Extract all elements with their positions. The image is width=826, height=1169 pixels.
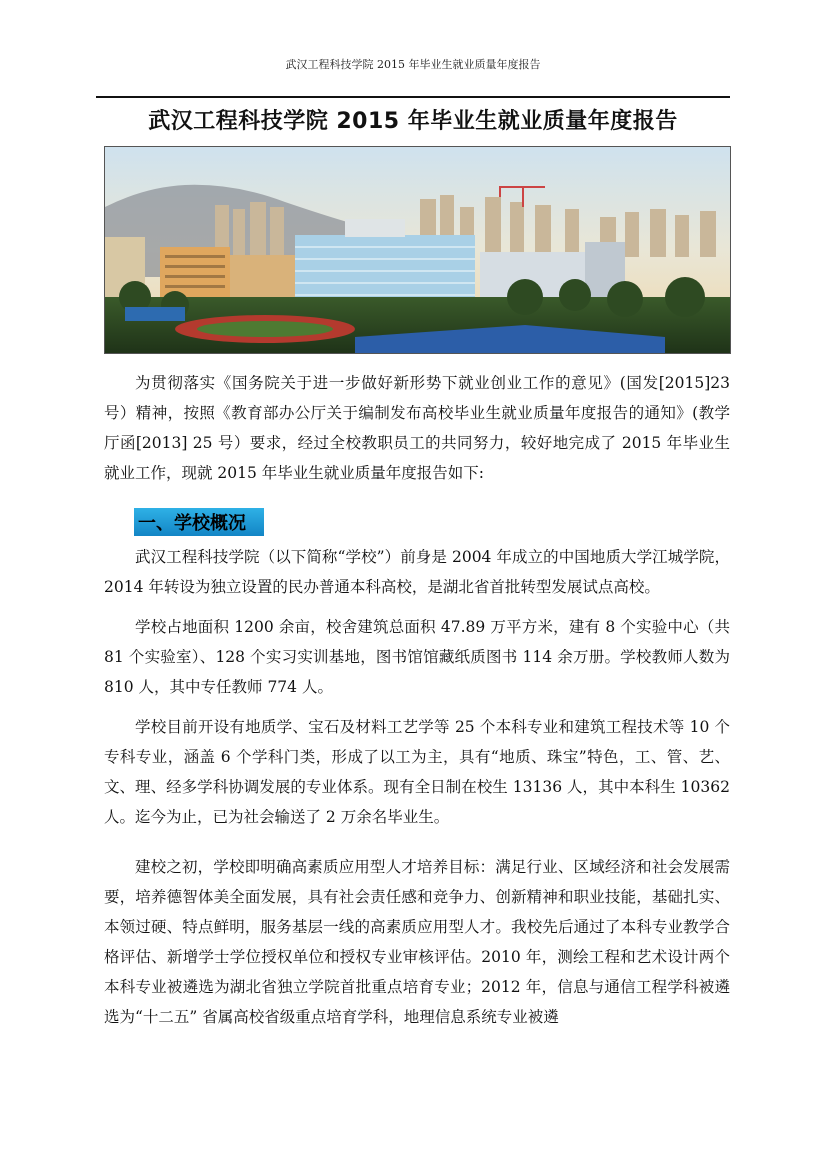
paragraph-facilities: 学校占地面积 1200 余亩，校舍建筑总面积 47.89 万平方米，建有 8 个实验中心（共 81 个实验室）、128 个实习实训基地，图书馆馆藏纸质图书 114 余万册。学校教师人数为 810 人，其中专任教师 774 人。	[104, 618, 730, 696]
paragraph-history: 武汉工程科技学院（以下简称“学校”）前身是 2004 年成立的中国地质大学江城学院，2014 年转设为独立设置的民办普通本科高校，是湖北省首批转型发展试点高校。	[104, 548, 730, 596]
running-header: 武汉工程科技学院 2015 年毕业生就业质量年度报告	[285, 58, 541, 71]
document-title: 武汉工程科技学院 2015 年毕业生就业质量年度报告	[148, 109, 678, 134]
paragraph-programs: 学校目前开设有地质学、宝石及材料工艺学等 25 个本科专业和建筑工程技术等 10 个专科专业，涵盖 6 个学科门类，形成了以工为主，具有“地质、珠宝”特色，工、管、艺、文、理、经多学科协调发展的专业体系。现有全日制在校生 13136 人，其中本科生 10362 人。迄今为止，已为社会输送了 2 万余名毕业生。	[104, 718, 730, 826]
section-heading-school-overview: 一、学校概况	[134, 508, 264, 536]
campus-photo	[104, 146, 731, 354]
intro-paragraph: 为贯彻落实《国务院关于进一步做好新形势下就业创业工作的意见》(国发[2015]23号）精神，按照《教育部办公厅关于编制发布高校毕业生就业质量年度报告的通知》(教学厅函[2013] 25 号）要求，经过全校教职员工的共同努力，较好地完成了 2015 年毕业生就业工作，现就 2015 年毕业生就业质量年度报告如下:	[104, 374, 730, 482]
header-rule	[96, 96, 730, 98]
paragraph-goals: 建校之初，学校即明确高素质应用型人才培养目标：满足行业、区域经济和社会发展需要，培养德智体美全面发展，具有社会责任感和竞争力、创新精神和职业技能，基础扎实、本领过硬、特点鲜明，服务基层一线的高素质应用型人才。我校先后通过了本科专业教学合格评估、新增学士学位授权单位和授权专业审核评估。2010 年，测绘工程和艺术设计两个本科专业被遴选为湖北省独立学院首批重点培育专业；2012 年，信息与通信工程学科被遴选为“十二五” 省属高校省级重点培育学科，地理信息系统专业被遴	[104, 858, 730, 1026]
